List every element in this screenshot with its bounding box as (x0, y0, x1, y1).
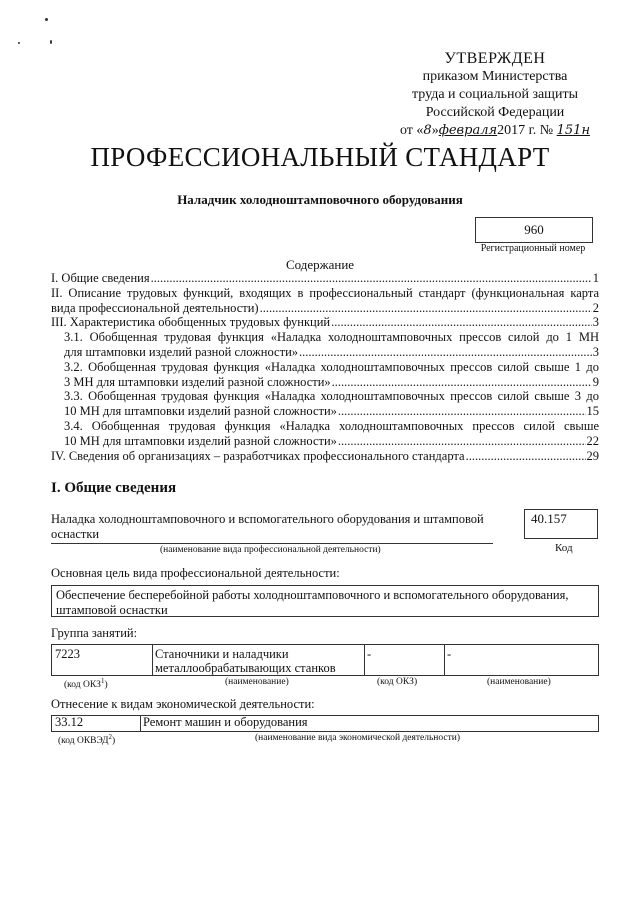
registration-number-box: 960 (475, 217, 593, 243)
okved-code-caption-end: ) (111, 736, 116, 747)
goal-label: Основная цель вида профессиональной деятельности: (51, 566, 340, 580)
toc-item-text: 3 МН для штамповки изделий разной сложности» (64, 374, 331, 389)
activity-underline (51, 543, 493, 544)
occupation-name-2: - (447, 647, 452, 661)
scan-speck (50, 40, 52, 44)
toc-item-text: 3.1. Обобщенная трудовая функция «Наладка холодноштамповочных прессов силой до 1 МН (64, 330, 599, 345)
occupation-group-table (51, 644, 599, 676)
section-title: I. Общие сведения (51, 480, 177, 496)
approval-date-line (395, 122, 595, 140)
okz-code-caption-text: (код ОКЗ (64, 680, 101, 691)
group-label: Группа занятий: (51, 626, 138, 640)
toc-item[interactable] (51, 419, 599, 449)
toc-leader (331, 315, 592, 330)
table-of-contents (51, 271, 599, 463)
date-day: 8 (423, 123, 432, 138)
toc-item-text: IV. Сведения об организациях – разработчиках профессионального стандарта (51, 448, 465, 463)
date-prefix: от « (399, 123, 424, 138)
okved-name-caption: (наименование вида экономической деятельности) (255, 733, 460, 743)
occupation-name-1: Станочники и наладчики металлообрабатывающих станков (155, 647, 336, 675)
eco-activity-label: Отнесение к видам экономической деятельности: (51, 697, 315, 711)
toc-leader (332, 375, 592, 390)
activity-caption: (наименование вида профессиональной деятельности) (160, 545, 381, 555)
toc-item[interactable] (51, 360, 599, 390)
toc-heading: Содержание (285, 257, 355, 272)
date-month: февраля (438, 123, 498, 138)
toc-item-text: III. Характеристика обобщенных трудовых функций (51, 315, 331, 330)
date-mid: » (431, 123, 439, 138)
toc-item-text: 10 МН для штамповки изделий разной сложности» (64, 433, 337, 448)
footnote-ref: 2 (108, 733, 112, 741)
activity-code-box: 40.157 (524, 509, 598, 539)
scan-speck (45, 18, 48, 21)
okz-code-caption-end: ) (104, 680, 108, 691)
okved-name: Ремонт машин и оборудования (143, 715, 308, 729)
toc-leader (151, 271, 592, 286)
toc-leader (338, 434, 586, 449)
toc-page: 3 (592, 315, 599, 330)
toc-item-text: 3.2. Обобщенная трудовая функция «Наладка холодноштамповочных прессов силой свыше 1 до (64, 359, 599, 374)
document-subtitle: Наладчик холодноштамповочного оборудования (177, 192, 463, 207)
activity-code-caption: Код (555, 542, 573, 554)
toc-page: 15 (586, 404, 599, 419)
eco-activity-table (51, 715, 599, 732)
footnote-ref: 1 (100, 677, 105, 685)
approval-block (395, 50, 595, 140)
approval-line: труда и социальной защиты (412, 87, 578, 102)
toc-item[interactable] (51, 286, 599, 316)
toc-item[interactable] (51, 271, 599, 286)
toc-page: 2 (592, 300, 599, 315)
toc-item[interactable] (51, 389, 599, 419)
toc-item[interactable] (51, 330, 599, 360)
occupation-name-caption: (наименование) (225, 677, 289, 687)
toc-item[interactable] (51, 449, 599, 464)
toc-page: 1 (592, 271, 599, 285)
date-year: 2017 г. № (497, 123, 554, 138)
approval-line: приказом Министерства (422, 69, 568, 84)
toc-leader (466, 449, 586, 464)
approval-line: Российской Федерации (425, 105, 565, 120)
toc-leader (260, 301, 592, 316)
okz-code-caption-2: (код ОКЗ) (377, 677, 418, 687)
okz-code-caption (64, 677, 108, 690)
toc-page: 29 (586, 448, 599, 463)
toc-item-text: для штамповки изделий разной сложности» (64, 344, 299, 359)
okved-code-caption-text: (код ОКВЭД (58, 736, 109, 747)
okved-code-caption (58, 733, 115, 746)
toc-page: 9 (592, 374, 599, 389)
registration-number-caption: Регистрационный номер (480, 243, 586, 254)
toc-item-text: II. Описание трудовых функций, входящих в профессиональный стандарт (функциональная карта (51, 285, 599, 300)
toc-item-text: 3.4. Обобщенная трудовая функция «Наладка холодноштамповочных прессов силой свыше (64, 418, 599, 433)
goal-box: Обеспечение бесперебойной работы холодноштамповочного и вспомогательного оборудования, штамповой оснастки (51, 585, 599, 617)
scan-speck (18, 42, 20, 44)
toc-item-text: I. Общие сведения (51, 271, 150, 285)
occupation-name-caption-2: (наименование) (487, 677, 551, 687)
toc-item-text: 3.3. Обобщенная трудовая функция «Наладка холодноштамповочных прессов силой свыше 3 до (64, 389, 599, 404)
toc-page: 22 (586, 433, 599, 448)
toc-item-text: 10 МН для штамповки изделий разной сложности» (64, 404, 337, 419)
okz-code-2: - (367, 647, 372, 661)
okz-code-1: 7223 (55, 647, 80, 661)
activity-name: Наладка холодноштамповочного и вспомогательного оборудования и штамповой оснастки (51, 512, 484, 541)
approval-heading: УТВЕРЖДЕН (444, 50, 546, 67)
toc-leader (299, 345, 592, 360)
document-title: ПРОФЕССИОНАЛЬНЫЙ СТАНДАРТ (90, 142, 550, 172)
toc-leader (338, 404, 586, 419)
toc-page: 3 (592, 344, 599, 359)
order-number: 151н (556, 123, 591, 138)
okved-code: 33.12 (55, 715, 84, 729)
toc-item-text: вида профессиональной деятельности) (51, 300, 259, 315)
toc-item[interactable] (51, 315, 599, 330)
